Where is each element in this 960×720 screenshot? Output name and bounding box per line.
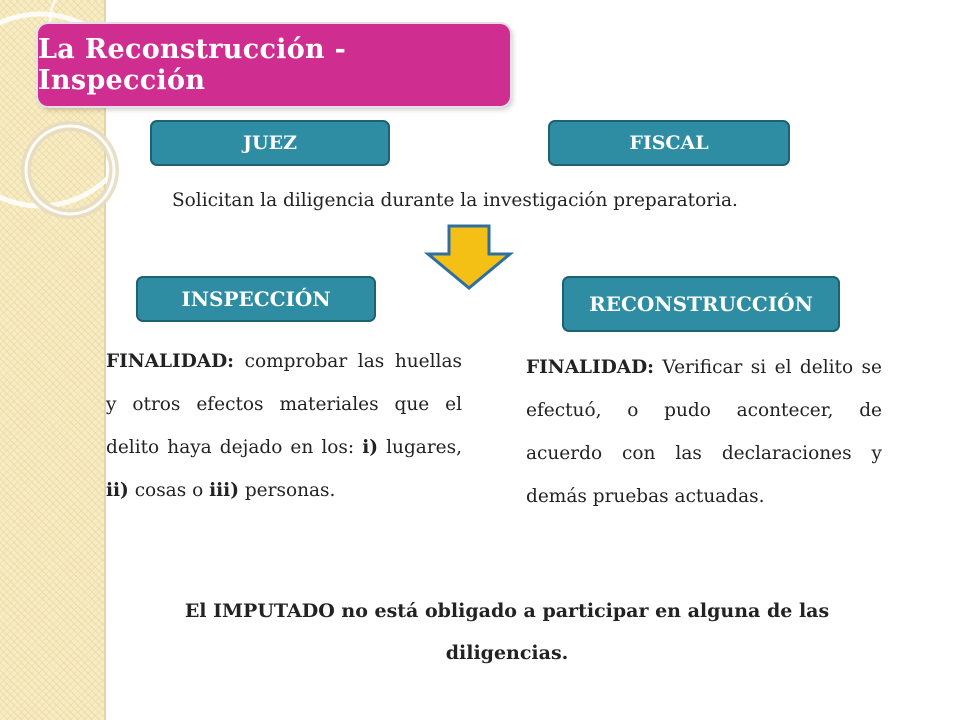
item-text: lugares, (378, 437, 462, 458)
juez-label: JUEZ (150, 120, 390, 166)
imputado-note: El IMPUTADO no está obligado a participar en alguna de las diligencias. (184, 600, 830, 664)
solicitan-text: Solicitan la diligencia durante la investigación preparatoria. (172, 190, 738, 211)
finalidad-label: FINALIDAD: (106, 351, 234, 372)
item-marker: iii) (209, 480, 239, 501)
fiscal-label: FISCAL (548, 120, 790, 166)
inspeccion-finalidad (106, 340, 462, 512)
finalidad-text: Verificar si el delito se efectuó, o pudo acontecer, de acuerdo con las declaraciones y demás pruebas actuadas. (526, 357, 882, 507)
inspeccion-label: INSPECCIÓN (136, 276, 376, 322)
page-title: La Reconstrucción - Inspección (38, 34, 347, 96)
item-marker: i) (362, 437, 379, 458)
item-marker: ii) (106, 480, 129, 501)
item-text: cosas o (128, 480, 210, 501)
down-arrow-icon (424, 224, 514, 290)
finalidad-text: comprobar las huellas y otros efectos materiales que el delito haya dejado en los: (106, 351, 462, 458)
reconstruccion-label: RECONSTRUCCIÓN (562, 276, 840, 332)
title-banner (38, 24, 510, 106)
reconstruccion-finalidad (526, 346, 882, 518)
item-text: personas. (238, 480, 336, 501)
finalidad-label: FINALIDAD: (526, 357, 654, 378)
